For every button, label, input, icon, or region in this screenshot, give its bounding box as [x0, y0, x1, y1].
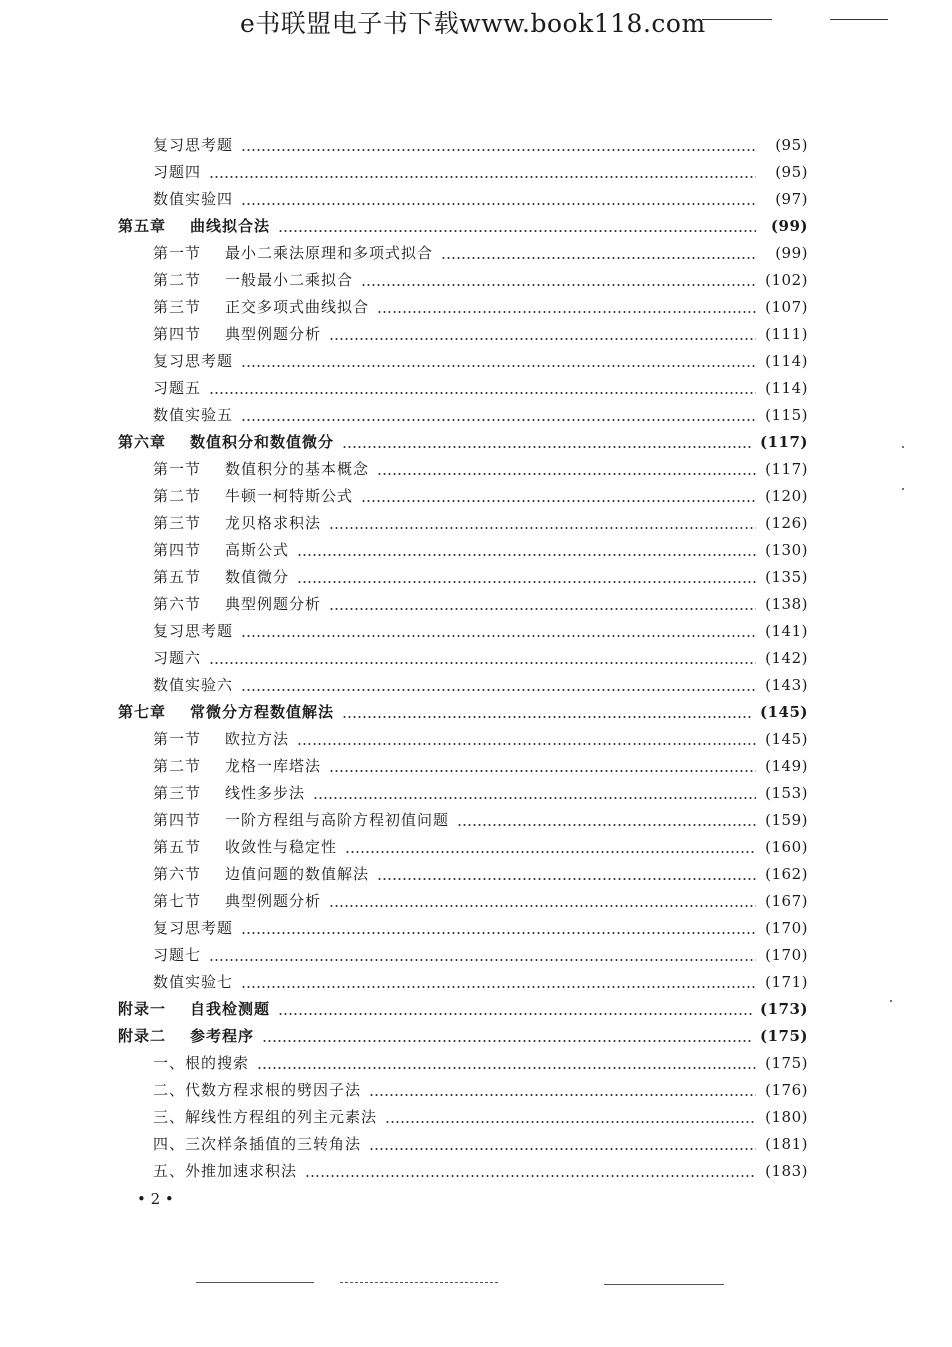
dot-leader [305, 1175, 756, 1177]
toc-entry-title: 龙贝格求积法 [225, 514, 322, 532]
dot-leader [345, 851, 756, 853]
toc-section-entry [118, 564, 808, 591]
toc-section-entry [118, 1077, 808, 1104]
toc-entry-label [153, 969, 233, 996]
toc-page-number: (115) [765, 406, 808, 424]
dot-leader [241, 635, 756, 637]
toc-chapter-entry [118, 699, 808, 726]
toc-entry-label [153, 564, 289, 591]
toc-page-number: (143) [765, 676, 808, 694]
toc-entry-label [118, 429, 334, 456]
toc-entry-label [153, 321, 321, 348]
toc-page-number: (175) [759, 1027, 808, 1045]
scan-speck [902, 488, 904, 490]
toc-entry-title: 五、外推加速求积法 [153, 1162, 298, 1180]
toc-entry-label [153, 132, 233, 159]
toc-entry-title: 习题四 [153, 163, 202, 181]
dot-leader [377, 473, 756, 475]
dot-leader [209, 176, 756, 178]
toc-section-entry [118, 807, 808, 834]
toc-entry-number: 第二节 [153, 271, 202, 289]
dot-leader [329, 608, 756, 610]
dot-leader [241, 365, 756, 367]
toc-page-number: (153) [765, 784, 808, 802]
header-watermark: e书联盟电子书下载www.book118.com [240, 9, 706, 38]
toc-section-entry [118, 348, 808, 375]
toc-entry-label [153, 618, 233, 645]
toc-entry-number: 第三节 [153, 298, 202, 316]
toc-entry-label [153, 240, 433, 267]
toc-section-entry [118, 753, 808, 780]
dot-leader [297, 554, 756, 556]
toc-page-number: (180) [765, 1108, 808, 1126]
scan-artifact-line [340, 1282, 498, 1283]
header-rule [702, 19, 772, 20]
toc-entry-title: 数值积分的基本概念 [225, 460, 370, 478]
toc-entry-title: 数值微分 [225, 568, 290, 586]
dot-leader [297, 743, 756, 745]
toc-chapter-entry [118, 1023, 808, 1050]
toc-entry-label [153, 1077, 361, 1104]
toc-entry-title: 典型例题分析 [225, 325, 322, 343]
toc-page-number: (97) [775, 190, 808, 208]
toc-entry-label [153, 348, 233, 375]
dot-leader [457, 824, 756, 826]
page-number: • 2 • [137, 1190, 174, 1208]
toc-section-entry [118, 672, 808, 699]
toc-entry-title: 边值问题的数值解法 [225, 865, 370, 883]
toc-page-number: (141) [765, 622, 808, 640]
toc-page-number: (149) [765, 757, 808, 775]
toc-entry-title: 习题七 [153, 946, 202, 964]
toc-entry-number: 第四节 [153, 541, 202, 559]
toc-entry-label [118, 996, 270, 1023]
toc-entry-label [118, 1023, 254, 1050]
toc-entry-label [153, 753, 321, 780]
toc-entry-label [153, 186, 233, 213]
toc-entry-title: 欧拉方法 [225, 730, 290, 748]
toc-section-entry [118, 591, 808, 618]
toc-entry-label [118, 699, 334, 726]
toc-entry-label [153, 942, 201, 969]
toc-page-number: (175) [765, 1054, 808, 1072]
toc-page-number: (171) [765, 973, 808, 991]
toc-entry-title: 二、代数方程求根的劈因子法 [153, 1081, 362, 1099]
toc-entry-title: 复习思考题 [153, 136, 234, 154]
header-rule [830, 19, 888, 20]
toc-section-entry [118, 861, 808, 888]
toc-entry-title: 数值实验七 [153, 973, 234, 991]
toc-section-entry [118, 969, 808, 996]
toc-entry-number: 第七章 [118, 703, 167, 721]
toc-section-entry [118, 888, 808, 915]
toc-section-entry [118, 726, 808, 753]
toc-entry-title: 三、解线性方程组的列主元素法 [153, 1108, 378, 1126]
toc-entry-number: 第一节 [153, 730, 202, 748]
toc-page-number: (183) [765, 1162, 808, 1180]
toc-page-number: (114) [765, 352, 808, 370]
toc-section-entry [118, 186, 808, 213]
toc-entry-number: 第六节 [153, 595, 202, 613]
dot-leader [313, 797, 756, 799]
toc-section-entry [118, 780, 808, 807]
dot-leader [385, 1121, 756, 1123]
toc-entry-label [153, 402, 233, 429]
toc-entry-number: 第二节 [153, 487, 202, 505]
toc-page-number: (145) [765, 730, 808, 748]
toc-entry-title: 一、根的搜索 [153, 1054, 250, 1072]
toc-entry-number: 第一节 [153, 460, 202, 478]
toc-page-number: (170) [765, 946, 808, 964]
dot-leader [369, 1148, 756, 1150]
toc-entry-title: 牛顿一柯特斯公式 [225, 487, 354, 505]
dot-leader [241, 689, 756, 691]
dot-leader [361, 500, 756, 502]
dot-leader [262, 1040, 752, 1042]
toc-page-number: (135) [765, 568, 808, 586]
dot-leader [342, 716, 752, 718]
toc-entry-label [153, 294, 369, 321]
toc-entry-label [153, 726, 289, 753]
toc-entry-label [153, 1131, 361, 1158]
toc-page-number: (102) [765, 271, 808, 289]
toc-entry-number: 第四节 [153, 325, 202, 343]
toc-page-number: (95) [775, 163, 808, 181]
toc-section-entry [118, 618, 808, 645]
dot-leader [241, 149, 756, 151]
toc-entry-label [153, 375, 201, 402]
toc-entry-title: 一阶方程组与高阶方程初值问题 [225, 811, 450, 829]
toc-entry-title: 高斯公式 [225, 541, 290, 559]
toc-section-entry [118, 294, 808, 321]
toc-entry-number: 第七节 [153, 892, 202, 910]
toc-entry-title: 一般最小二乘拟合 [225, 271, 354, 289]
toc-page-number: (120) [765, 487, 808, 505]
toc-entry-number: 第二节 [153, 757, 202, 775]
toc-page-number: (99) [770, 217, 808, 235]
dot-leader [257, 1067, 756, 1069]
toc-section-entry [118, 834, 808, 861]
toc-entry-number: 第六章 [118, 433, 167, 451]
toc-page-number: (138) [765, 595, 808, 613]
toc-entry-title: 复习思考题 [153, 919, 234, 937]
toc-entry-title: 正交多项式曲线拟合 [225, 298, 370, 316]
toc-entry-label [153, 1104, 377, 1131]
dot-leader [209, 392, 756, 394]
toc-entry-number: 第五节 [153, 838, 202, 856]
dot-leader [278, 1013, 752, 1015]
toc-entry-title: 参考程序 [190, 1027, 255, 1045]
toc-page-number: (111) [765, 325, 808, 343]
scan-artifact-line [196, 1282, 314, 1283]
toc-entry-number: 附录二 [118, 1027, 167, 1045]
toc-entry-number: 第五章 [118, 217, 167, 235]
toc-entry-label [153, 510, 321, 537]
toc-page-number: (126) [765, 514, 808, 532]
toc-section-entry [118, 402, 808, 429]
toc-entry-label [153, 591, 321, 618]
toc-section-entry [118, 267, 808, 294]
toc-entry-number: 第五节 [153, 568, 202, 586]
dot-leader [377, 311, 756, 313]
toc-entry-title: 数值积分和数值微分 [190, 433, 335, 451]
toc-page-number: (99) [775, 244, 808, 262]
toc-entry-label [153, 672, 233, 699]
toc-entry-label [153, 861, 369, 888]
toc-chapter-entry [118, 429, 808, 456]
toc-page-number: (117) [759, 433, 808, 451]
toc-page-number: (160) [765, 838, 808, 856]
toc-entry-label [153, 456, 369, 483]
toc-entry-title: 线性多步法 [225, 784, 306, 802]
toc-section-entry [118, 1104, 808, 1131]
toc-entry-label [153, 915, 233, 942]
toc-section-entry [118, 1158, 808, 1185]
toc-entry-label [153, 834, 337, 861]
toc-section-entry [118, 240, 808, 267]
toc-page-number: (170) [765, 919, 808, 937]
dot-leader [342, 446, 752, 448]
toc-entry-label [153, 645, 201, 672]
dot-leader [361, 284, 756, 286]
dot-leader [209, 959, 756, 961]
toc-entry-title: 习题五 [153, 379, 202, 397]
toc-section-entry [118, 483, 808, 510]
toc-section-entry [118, 537, 808, 564]
toc-entry-title: 习题六 [153, 649, 202, 667]
toc-entry-title: 数值实验五 [153, 406, 234, 424]
toc-page-number: (107) [765, 298, 808, 316]
toc-chapter-entry [118, 996, 808, 1023]
toc-entry-number: 附录一 [118, 1000, 167, 1018]
toc-entry-title: 四、三次样条插值的三转角法 [153, 1135, 362, 1153]
toc-section-entry [118, 942, 808, 969]
dot-leader [278, 230, 756, 232]
toc-entry-title: 收敛性与稳定性 [225, 838, 338, 856]
table-of-contents [118, 132, 808, 1185]
toc-entry-title: 龙格一库塔法 [225, 757, 322, 775]
toc-entry-title: 最小二乘法原理和多项式拟合 [225, 244, 434, 262]
toc-entry-label [153, 807, 449, 834]
toc-page-number: (95) [775, 136, 808, 154]
toc-entry-label [118, 213, 270, 240]
toc-entry-label [153, 1050, 249, 1077]
dot-leader [329, 770, 756, 772]
toc-entry-number: 第六节 [153, 865, 202, 883]
toc-page-number: (117) [765, 460, 808, 478]
toc-entry-label [153, 483, 353, 510]
dot-leader [369, 1094, 756, 1096]
dot-leader [377, 878, 756, 880]
toc-page-number: (130) [765, 541, 808, 559]
toc-section-entry [118, 1131, 808, 1158]
toc-section-entry [118, 1050, 808, 1077]
toc-entry-title: 典型例题分析 [225, 892, 322, 910]
dot-leader [329, 905, 756, 907]
scan-speck [890, 1000, 892, 1002]
toc-chapter-entry [118, 213, 808, 240]
dot-leader [241, 203, 756, 205]
toc-entry-number: 第四节 [153, 811, 202, 829]
toc-entry-label [153, 888, 321, 915]
toc-entry-title: 曲线拟合法 [190, 217, 271, 235]
toc-entry-title: 复习思考题 [153, 352, 234, 370]
dot-leader [241, 986, 756, 988]
toc-entry-title: 典型例题分析 [225, 595, 322, 613]
toc-entry-title: 复习思考题 [153, 622, 234, 640]
toc-entry-title: 数值实验六 [153, 676, 234, 694]
toc-page-number: (159) [765, 811, 808, 829]
dot-leader [329, 338, 756, 340]
toc-page-number: (167) [765, 892, 808, 910]
toc-entry-label [153, 159, 201, 186]
toc-entry-title: 常微分方程数值解法 [190, 703, 335, 721]
toc-entry-label [153, 537, 289, 564]
dot-leader [329, 527, 756, 529]
toc-entry-label [153, 1158, 297, 1185]
dot-leader [441, 257, 756, 259]
toc-section-entry [118, 132, 808, 159]
toc-entry-title: 数值实验四 [153, 190, 234, 208]
dot-leader [209, 662, 756, 664]
toc-entry-number: 第一节 [153, 244, 202, 262]
toc-section-entry [118, 645, 808, 672]
toc-page-number: (173) [759, 1000, 808, 1018]
toc-section-entry [118, 456, 808, 483]
scan-artifact-line [604, 1284, 724, 1285]
toc-entry-number: 第三节 [153, 514, 202, 532]
dot-leader [297, 581, 756, 583]
toc-entry-title: 自我检测题 [190, 1000, 271, 1018]
toc-section-entry [118, 321, 808, 348]
toc-page-number: (162) [765, 865, 808, 883]
toc-entry-number: 第三节 [153, 784, 202, 802]
toc-entry-label [153, 267, 353, 294]
dot-leader [241, 419, 756, 421]
scan-speck [902, 446, 904, 448]
toc-page-number: (181) [765, 1135, 808, 1153]
toc-page-number: (142) [765, 649, 808, 667]
toc-section-entry [118, 510, 808, 537]
toc-section-entry [118, 159, 808, 186]
toc-entry-label [153, 780, 305, 807]
toc-section-entry [118, 915, 808, 942]
toc-page-number: (176) [765, 1081, 808, 1099]
toc-page-number: (145) [759, 703, 808, 721]
dot-leader [241, 932, 756, 934]
toc-section-entry [118, 375, 808, 402]
toc-page-number: (114) [765, 379, 808, 397]
